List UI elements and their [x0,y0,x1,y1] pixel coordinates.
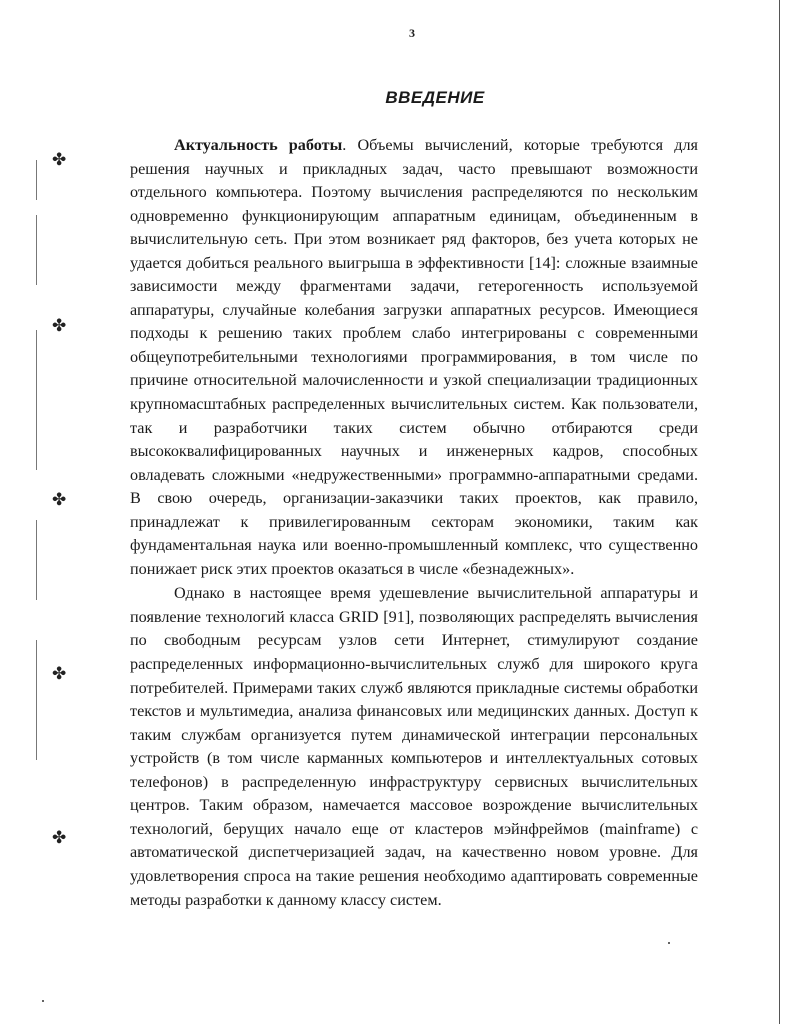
paragraph: Однако в настоящее время удешевление вычислительной аппаратуры и появление технологий класса GRID [91], позволяющих распределять вычисления по свободным ресурсам узлов сети Интернет, стимулируют создание распределенных информационно-вычислительных служб для широкого круга потребителей. Примерами таких служб являются прикладные системы обработки текстов и мультимедиа, анализа финансовых или медицинских данных. Доступ к таким службам организуется путем динамической интеграции персональных устройств (в том числе карманных компьютеров и интеллектуальных сотовых телефонов) в распределенную инфраструктуру сервисных вычислительных центров. Таким образом, намечается массовое возрождение вычислительных технологий, берущих начало еще от кластеров мэйнфреймов (mainframe) с автоматической диспетчеризацией задач, на качественно новом уровне. Для удовлетворения спроса на такие решения необходимо адаптировать современные методы разработки к данному классу систем. [130,584,698,909]
binding-hole-mark-icon: ✤ [52,664,67,684]
margin-scan-line [36,215,37,285]
margin-scan-line [36,160,37,200]
page-number: 3 [409,26,415,40]
binding-hole-mark-icon: ✤ [52,828,67,848]
margin-scan-line [36,330,37,470]
paragraph-lead: Актуальность работы [174,136,343,154]
binding-hole-mark-icon: ✤ [52,150,67,170]
binding-hole-mark-icon: ✤ [52,316,67,336]
paragraph [130,134,698,581]
paragraph-text: . Объемы вычислений, которые требуются для решения научных и прикладных задач, часто превышают возможности отдельного компьютера. Поэтому вычисления распределяются по нескольким одновременно функционирующим аппаратным единицам, объединенным в вычислительную сеть. При этом возникает ряд факторов, без учета которых не удается добиться реального выигрыша в эффективности [14]: сложные взаимные зависимости между фрагментами задачи, гетерогенность используемой аппаратуры, случайные колебания загрузки аппаратных ресурсов. Имеющиеся подходы к решению таких проблем слабо интегрированы с современными общеупотребительными технологиями программирования, в том числе по причине относительной малочисленности и узкой специализации традиционных крупномасштабных распределенных вычислительных систем. Как пользователи, так и разработчики таких систем обычно отбираются среди высококвалифицированных научных и инженерных кадров, способных овладевать сложными «недружественными» программно-аппаратными средами. В свою очередь, организации-заказчики таких проектов, как правило, принадлежат к привилегированным секторам экономики, таким как фундаментальная наука или военно-промышленный комплекс, что существенно понижает риск этих проектов оказаться в числе «безнадежных». [130,136,698,578]
body-text [130,134,698,912]
margin-scan-line [36,640,37,760]
page-edge-line [779,0,780,1024]
margin-scan-line [36,520,37,600]
scan-speck [668,942,670,944]
page-title: ВВЕДЕНИЕ [385,88,485,107]
scan-speck [42,1000,44,1002]
binding-hole-mark-icon: ✤ [52,490,67,510]
